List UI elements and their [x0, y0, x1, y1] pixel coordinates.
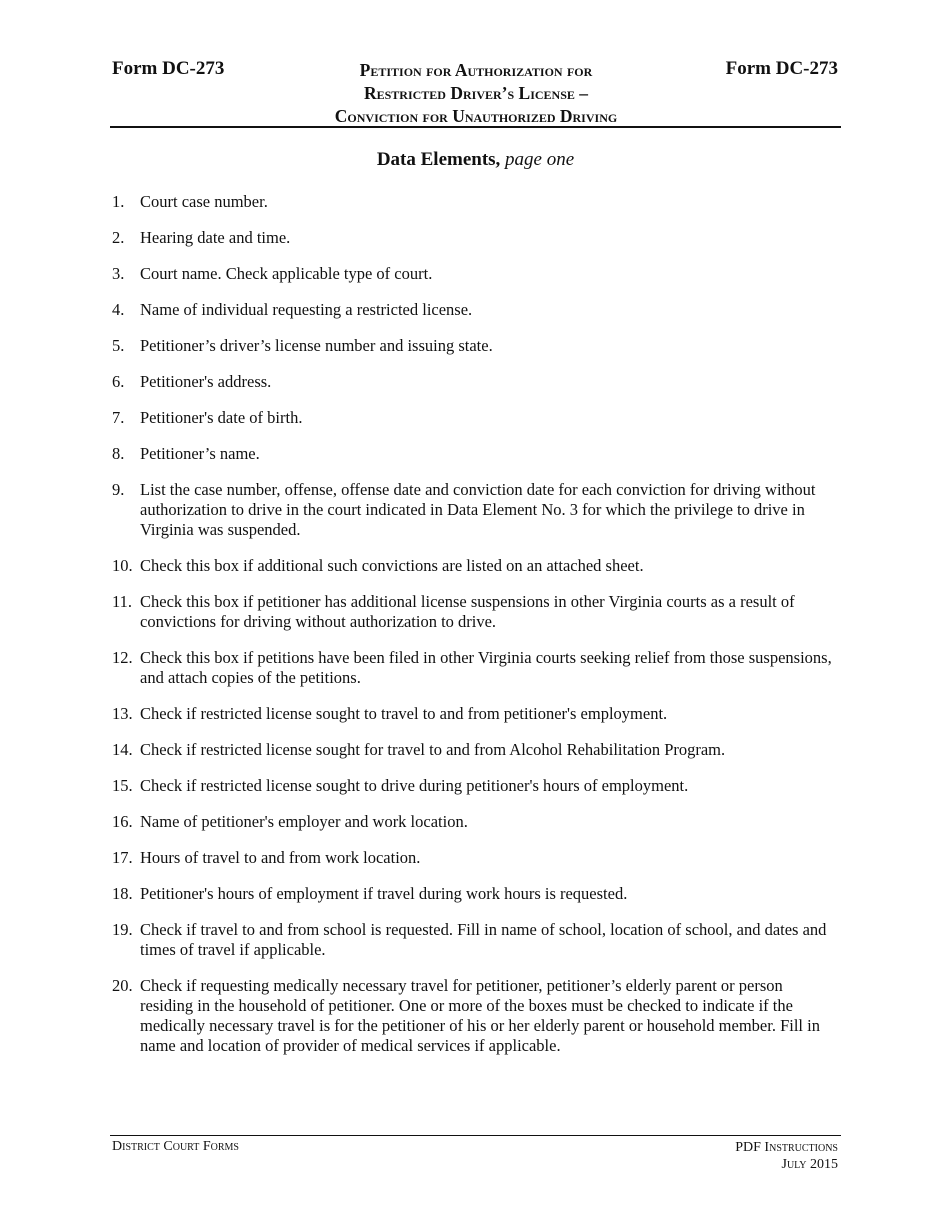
- data-elements-list: [112, 192, 837, 1072]
- item-text: Check if travel to and from school is requested. Fill in name of school, location of school, and dates and times of travel if applicable.: [140, 920, 827, 959]
- item-number: 17.: [112, 848, 133, 867]
- list-item: [112, 192, 837, 212]
- list-item: [112, 408, 837, 428]
- section-subtitle: [110, 149, 841, 171]
- header-divider: [110, 126, 841, 128]
- item-number: 20.: [112, 976, 133, 995]
- item-text: Petitioner’s name.: [140, 444, 260, 463]
- item-number: 6.: [112, 372, 125, 391]
- item-text: Hours of travel to and from work location.: [140, 848, 421, 867]
- item-number: 4.: [112, 300, 125, 319]
- page-header: [112, 56, 840, 126]
- item-text: Check if restricted license sought to travel to and from petitioner's employment.: [140, 704, 668, 723]
- footer-right-line-2: July 2015: [781, 1157, 838, 1172]
- item-text: Petitioner's address.: [140, 372, 272, 391]
- footer-right-line-1: PDF Instructions: [735, 1140, 838, 1155]
- item-number: 18.: [112, 884, 133, 903]
- list-item: [112, 884, 837, 904]
- item-text: Check if requesting medically necessary travel for petitioner, petitioner’s elderly parent or person residing in the household of petitioner. One or more of the boxes must be checked to indicate if the medically necessary travel is for the petitioner of his or her elderly parent or household member. Fill in name and location of provider of medical services if applicable.: [140, 976, 820, 1055]
- item-number: 2.: [112, 228, 125, 247]
- item-number: 9.: [112, 480, 125, 499]
- page-title: [262, 59, 690, 128]
- subtitle-bold: Data Elements,: [376, 149, 501, 170]
- item-number: 1.: [112, 192, 125, 211]
- item-number: 13.: [112, 704, 133, 723]
- form-number-left: Form DC-273: [112, 58, 225, 79]
- subtitle-italic: page one: [505, 149, 575, 170]
- item-text: Check this box if additional such convictions are listed on an attached sheet.: [140, 556, 644, 575]
- list-item: [112, 264, 837, 284]
- item-number: 7.: [112, 408, 125, 427]
- item-number: 8.: [112, 444, 125, 463]
- item-text: Court case number.: [140, 192, 268, 211]
- footer-right: [735, 1139, 838, 1173]
- item-number: 3.: [112, 264, 125, 283]
- item-text: Name of individual requesting a restricted license.: [140, 300, 473, 319]
- item-text: Hearing date and time.: [140, 228, 291, 247]
- item-number: 16.: [112, 812, 133, 831]
- list-item: [112, 848, 837, 868]
- list-item: [112, 336, 837, 356]
- item-number: 11.: [112, 592, 133, 611]
- item-text: Check if restricted license sought to drive during petitioner's hours of employment.: [140, 776, 689, 795]
- list-item: [112, 920, 837, 960]
- list-item: [112, 228, 837, 248]
- list-item: [112, 740, 837, 760]
- form-number-right: Form DC-273: [725, 58, 838, 79]
- item-number: 10.: [112, 556, 133, 575]
- item-text: Check this box if petitions have been filed in other Virginia courts seeking relief from those suspensions, and attach copies of the petitions.: [140, 648, 832, 687]
- item-number: 15.: [112, 776, 133, 795]
- item-text: Court name. Check applicable type of court.: [140, 264, 433, 283]
- list-item: [112, 444, 837, 464]
- list-item: [112, 976, 837, 1056]
- item-text: Petitioner's date of birth.: [140, 408, 303, 427]
- list-item: [112, 372, 837, 392]
- item-text: Check if restricted license sought for travel to and from Alcohol Rehabilitation Program.: [140, 740, 726, 759]
- item-number: 5.: [112, 336, 125, 355]
- item-number: 19.: [112, 920, 133, 939]
- list-item: [112, 812, 837, 832]
- title-line-3: Conviction for Unauthorized Driving: [334, 106, 618, 126]
- list-item: [112, 648, 837, 688]
- title-line-1: Petition for Authorization for: [359, 60, 593, 80]
- item-number: 12.: [112, 648, 133, 667]
- item-number: 14.: [112, 740, 133, 759]
- footer-divider: [110, 1135, 841, 1136]
- list-item: [112, 592, 837, 632]
- list-item: [112, 556, 837, 576]
- item-text: Check this box if petitioner has additional license suspensions in other Virginia courts as a result of convictions for driving without authorization to drive.: [140, 592, 795, 631]
- item-text: Petitioner’s driver’s license number and issuing state.: [140, 336, 493, 355]
- list-item: [112, 776, 837, 796]
- list-item: [112, 300, 837, 320]
- item-text: List the case number, offense, offense date and conviction date for each conviction for driving without authorization to drive in the court indicated in Data Element No. 3 for which the privilege to drive in Virginia was suspended.: [140, 480, 816, 539]
- item-text: Name of petitioner's employer and work location.: [140, 812, 468, 831]
- footer-left: District Court Forms: [112, 1139, 239, 1154]
- list-item: [112, 480, 837, 540]
- list-item: [112, 704, 837, 724]
- title-line-2: Restricted Driver’s License –: [363, 83, 589, 103]
- item-text: Petitioner's hours of employment if travel during work hours is requested.: [140, 884, 628, 903]
